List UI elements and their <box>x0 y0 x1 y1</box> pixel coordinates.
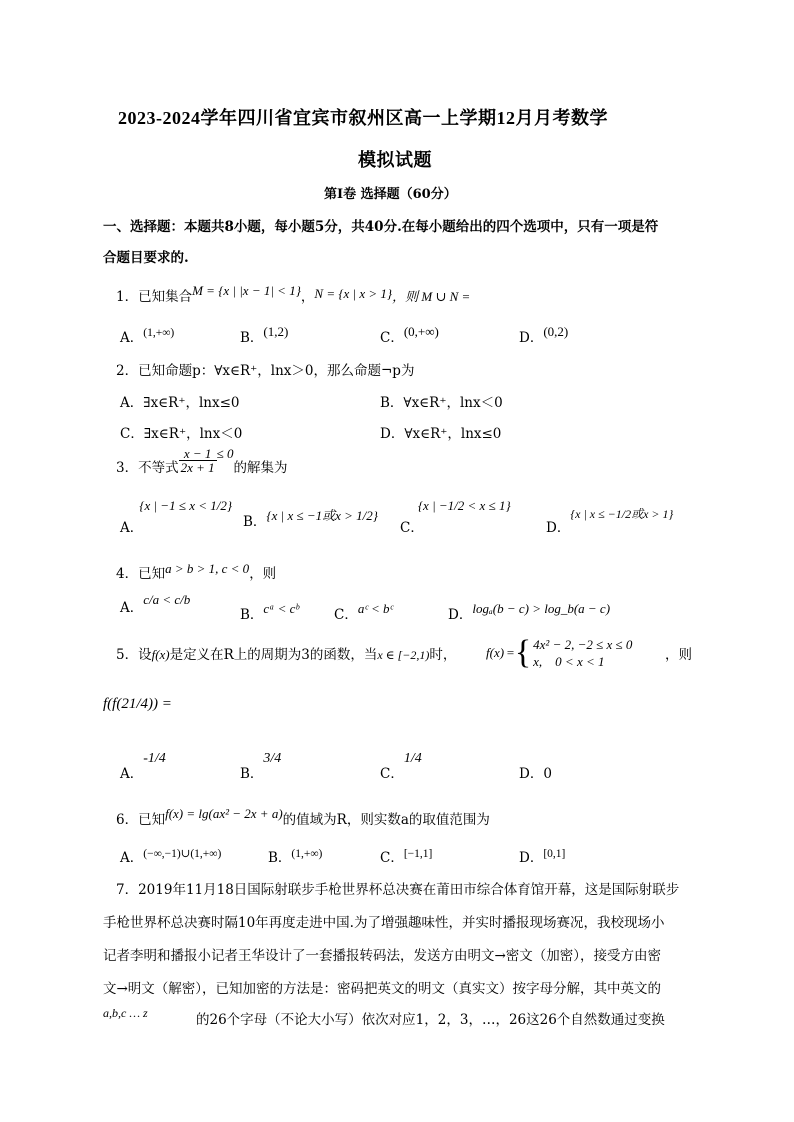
title-line-1: 2023-2024学年四川省宜宾市叙州区高一上学期12月月考数学 <box>118 108 608 128</box>
q3-prefix: 3．不等式 <box>116 460 179 476</box>
q1-sep: ， <box>300 289 315 305</box>
instructions-line-1: 一、选择题：本题共8小题，每小题5分，共40分.在每小题给出的四个选项中，只有一项是符 <box>103 219 659 235</box>
q5-option-b: B．3/4 <box>240 751 282 782</box>
question-2-stem: 2．已知命题p：∀x∈R⁺，lnx＞0，那么命题¬p为 <box>116 363 415 379</box>
q3-fraction: $\frac{x - 1}{2x + 1}$ <box>180 446 215 475</box>
q1-option-c: C．(0,+∞) <box>380 324 439 346</box>
q6-option-c: C．[−1,1] <box>380 848 433 866</box>
q5-piecewise: f(x) = { 4x² − 2, −2 ≤ x ≤ 0 x, 0 < x < 1 <box>486 634 633 671</box>
q2-option-c: C．∃x∈R⁺，lnx＜0 <box>120 426 243 442</box>
question-1-stem <box>116 283 471 307</box>
question-4-stem: 4．已知a > b > 1, c < 0，则 <box>116 561 277 582</box>
q4-option-c: C．aᶜ < bᶜ <box>334 601 393 623</box>
instructions-line-2: 合题目要求的. <box>103 250 189 266</box>
q4-option-a: A．c/a < c/b <box>120 592 191 616</box>
q5-then: ，则 <box>665 647 692 663</box>
q6-option-b: B．(1,+∞) <box>268 848 323 866</box>
section-heading: 第Ⅰ卷 选择题（60分） <box>324 187 457 202</box>
q3-rel: ≤ 0 <box>216 446 234 461</box>
q3-option-c: C．{x | −1/2 < x ≤ 1} <box>400 498 511 536</box>
q5-expression: f(f(21/4)) = <box>103 696 172 712</box>
q5-interval: x ∈ [−2,1) <box>377 648 430 662</box>
q7-line-3: 记者李明和播报小记者王华设计了一套播报转码法，发送方由明文→密文（加密），接受方由密 <box>103 948 662 964</box>
title-line-2: 模拟试题 <box>358 150 432 170</box>
q1-prefix: 1．已知集合 <box>116 289 193 305</box>
q6-option-d: D．[0,1] <box>519 848 566 866</box>
q5-fx: f(x) <box>151 647 170 662</box>
q2-option-b: B．∀x∈R⁺，lnx＜0 <box>380 395 503 411</box>
q1-suffix: ，则 M ∪ N = <box>392 289 471 304</box>
q1-option-b: B．(1,2) <box>240 324 289 346</box>
q1-set-n: N = {x | x > 1} <box>314 286 393 301</box>
question-3-stem <box>116 446 288 482</box>
q4-option-b: B．cᵃ < cᵇ <box>240 601 299 623</box>
q7-line-1: 7．2019年11月18日国际射联步手枪世界杯总决赛在莆田市综合体育馆开幕，这是国际射联步 <box>116 882 680 898</box>
q5-option-a: A．-1/4 <box>120 751 166 782</box>
q2-option-a: A．∃x∈R⁺，lnx≤0 <box>120 395 240 411</box>
q7-line-2: 手枪世界杯总决赛时隔10年再度走进中国.为了增强趣味性，并实时播报现场赛况，我校现场小 <box>103 915 665 931</box>
q4-condition: a > b > 1, c < 0 <box>165 561 250 576</box>
question-5-stem: 5．设f(x)是定义在R上的周期为3的函数，当x ∈ [−2,1)时， <box>116 647 457 663</box>
q3-suffix: 的解集为 <box>233 460 288 476</box>
q1-option-d: D．(0,2) <box>519 324 569 346</box>
q6-function: f(x) = lg(ax² − 2x + a) <box>165 806 283 821</box>
q7-letters-math: a,b,c … z <box>103 1006 148 1020</box>
question-6-stem: 6．已知f(x) = lg(ax² − 2x + a)的值域为R，则实数a的取值范围为 <box>116 806 490 828</box>
q2-option-d: D．∀x∈R⁺，lnx≤0 <box>380 426 502 442</box>
q3-option-d: D．{x | x ≤ −1/2或x > 1} <box>546 507 674 536</box>
q5-option-d: D．0 <box>519 766 552 782</box>
q3-option-a: A．{x | −1 ≤ x < 1/2} <box>120 498 233 536</box>
q7-line-4: 文→明文（解密），已知加密的方法是：密码把英文的明文（真实文）按字母分解，其中英文的 <box>103 981 662 997</box>
q4-option-d: D．logₐ(b − c) > log_b(a − c) <box>448 601 611 623</box>
q7-line-5: 的26个字母（不论大小写）依次对应1，2，3，…，26这26个自然数通过变换 <box>196 1012 665 1028</box>
q1-option-a: A．(1,+∞) <box>120 327 175 346</box>
q3-option-b: B．{x | x ≤ −1或x > 1/2} <box>243 508 378 530</box>
q1-set-m: M = {x | |x − 1| < 1} <box>192 283 301 298</box>
q5-option-c: C．1/4 <box>380 751 422 782</box>
q6-option-a: A．(−∞,−1)∪(1,+∞) <box>120 848 222 866</box>
